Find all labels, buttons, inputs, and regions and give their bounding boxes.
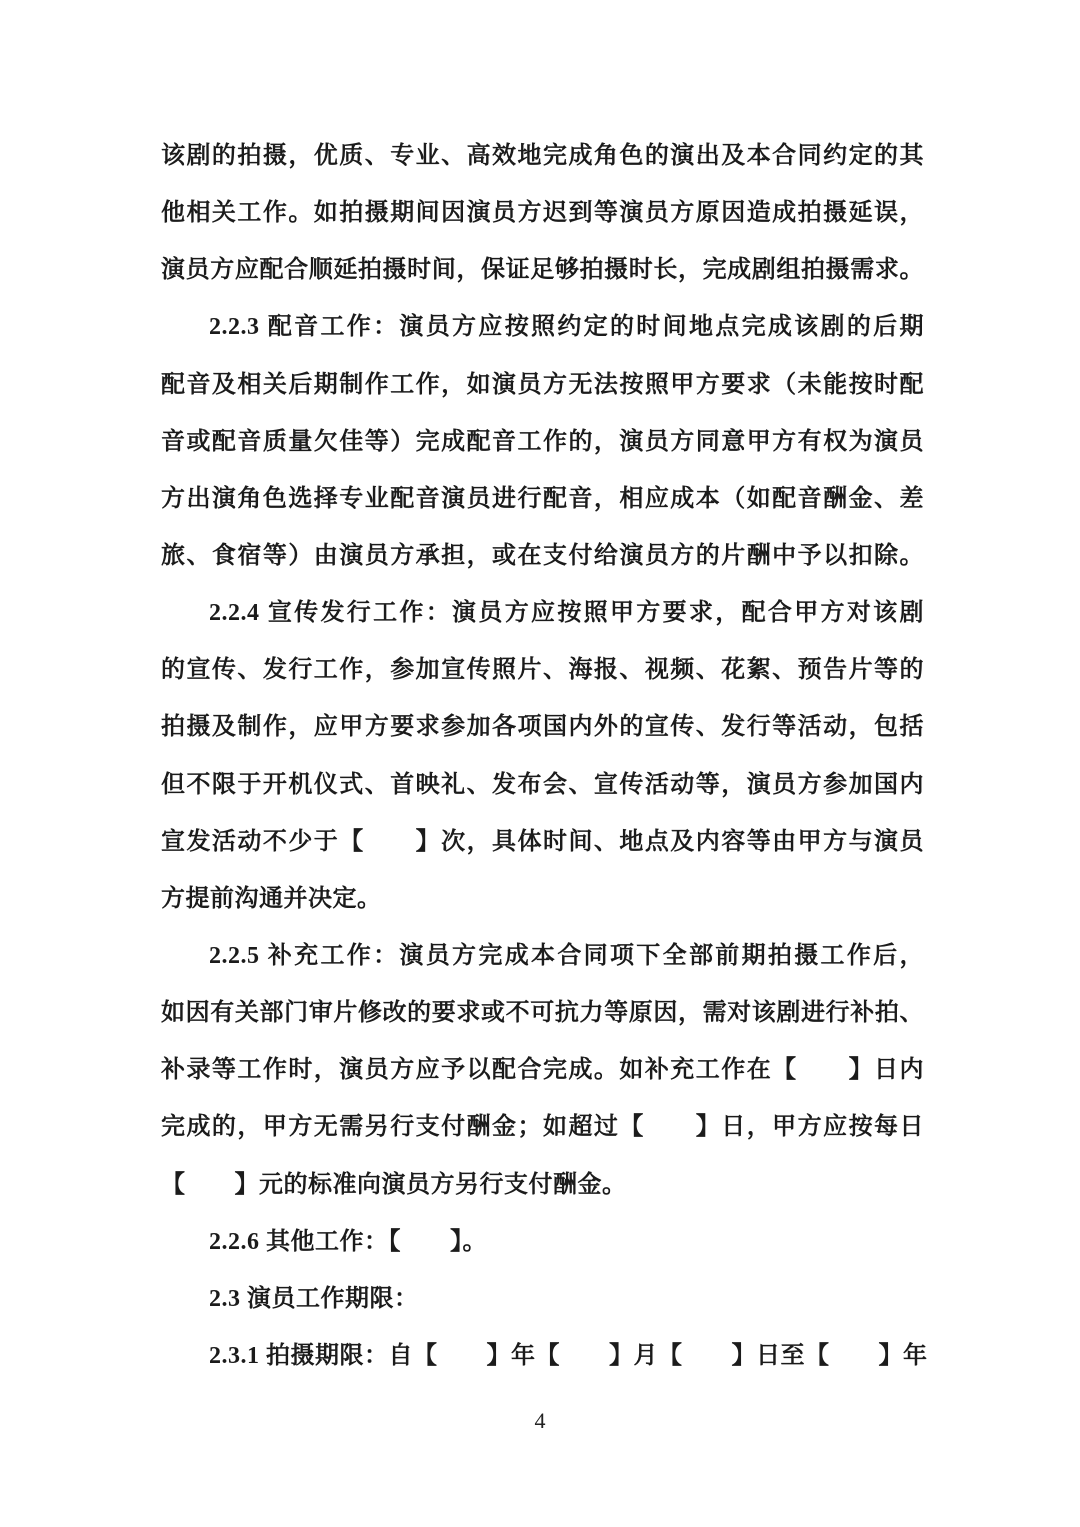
contract-line: 音或配音质量欠佳等）完成配音工作的，演员方同意甲方有权为演员 xyxy=(161,428,924,455)
contract-line: 该剧的拍摄，优质、专业、高效地完成角色的演出及本合同约定的其 xyxy=(161,143,924,169)
contract-line: 方提前沟通并决定。 xyxy=(161,885,382,912)
contract-line: 如因有关部门审片修改的要求或不可抗力等原因，需对该剧进行补拍、 xyxy=(161,1000,924,1027)
contract-line-clause-2-3-1: 2.3.1 拍摄期限：自【 】年【 】月【 】日至【 】年 xyxy=(209,1342,928,1369)
contract-line: 旅、食宿等）由演员方承担，或在支付给演员方的片酬中予以扣除。 xyxy=(161,542,924,569)
contract-line-clause-2-3: 2.3 演员工作期限： xyxy=(209,1285,419,1312)
contract-line: 补录等工作时，演员方应予以配合完成。如补充工作在【 】日内 xyxy=(161,1057,924,1084)
page-number: 4 xyxy=(534,1408,546,1433)
contract-line: 方出演角色选择专业配音演员进行配音，相应成本（如配音酬金、差 xyxy=(161,485,924,512)
contract-line: 的宣传、发行工作，参加宣传照片、海报、视频、花絮、预告片等的 xyxy=(161,657,924,684)
contract-line: 拍摄及制作，应甲方要求参加各项国内外的宣传、发行等活动，包括 xyxy=(161,714,924,741)
contract-line: 完成的，甲方无需另行支付酬金；如超过【 】日，甲方应按每日 xyxy=(161,1114,924,1141)
contract-line: 宣发活动不少于【 】次，具体时间、地点及内容等由甲方与演员 xyxy=(161,828,924,855)
contract-line: 他相关工作。如拍摄期间因演员方迟到等演员方原因造成拍摄延误， xyxy=(161,200,924,227)
contract-line: 配音及相关后期制作工作，如演员方无法按照甲方要求（未能按时配 xyxy=(161,371,924,398)
contract-line: 但不限于开机仪式、首映礼、发布会、宣传活动等，演员方参加国内 xyxy=(161,771,924,798)
contract-line: 演员方应配合顺延拍摄时间，保证足够拍摄时长，完成剧组拍摄需求。 xyxy=(161,257,924,284)
contract-line-clause-2-2-6: 2.2.6 其他工作：【 】。 xyxy=(209,1228,487,1255)
contract-line-clause-2-2-5: 2.2.5 补充工作：演员方完成本合同项下全部前期拍摄工作后， xyxy=(209,942,924,969)
contract-line-clause-2-2-4: 2.2.4 宣传发行工作：演员方应按照甲方要求，配合甲方对该剧 xyxy=(209,600,924,627)
contract-line: 【 】元的标准向演员方另行支付酬金。 xyxy=(161,1171,627,1198)
contract-body xyxy=(161,128,928,1385)
contract-line-clause-2-2-3: 2.2.3 配音工作：演员方应按照约定的时间地点完成该剧的后期 xyxy=(209,314,924,341)
